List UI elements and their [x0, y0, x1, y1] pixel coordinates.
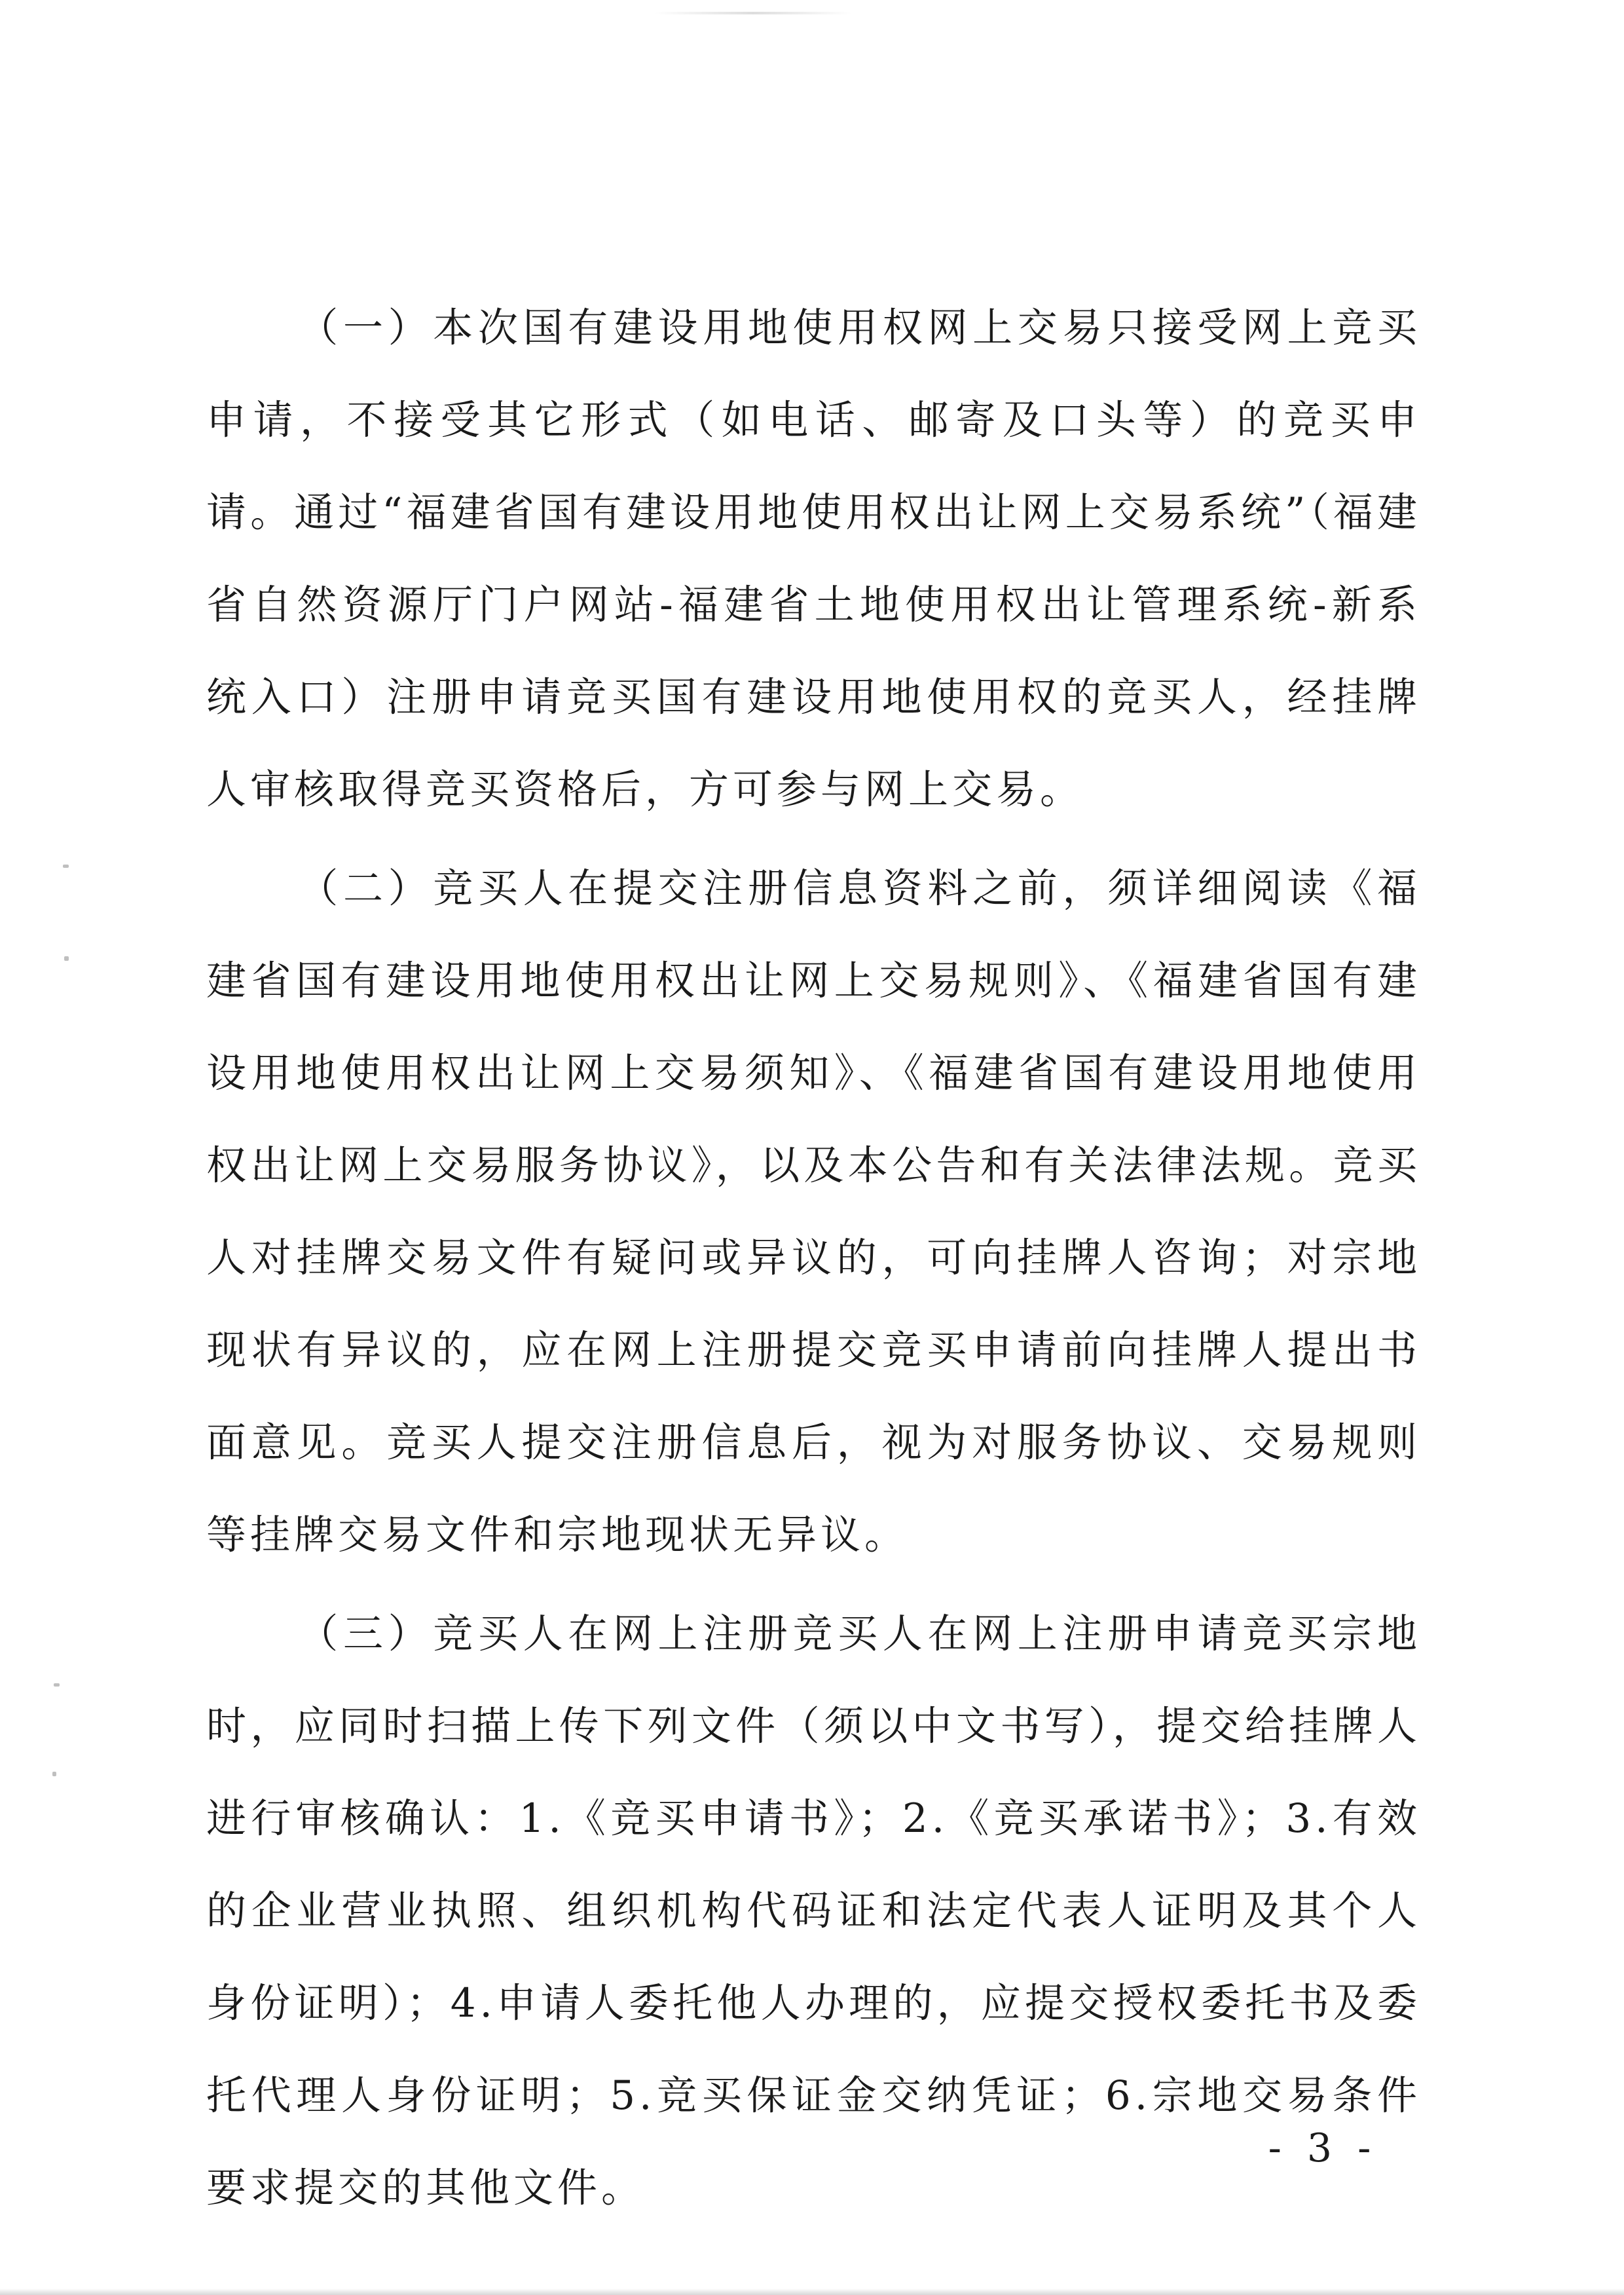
scan-artifact-bottom	[0, 2288, 1624, 2295]
document-body	[206, 282, 1421, 2241]
scan-mark	[54, 1683, 60, 1687]
scan-artifact-top	[655, 12, 851, 14]
scan-mark	[63, 865, 69, 868]
scan-mark	[52, 1772, 56, 1776]
paragraph-3: （三）竞买人在网上注册竞买人在网上注册申请竞买宗地时，应同时扫描上传下列文件（须以中文书写），提交给挂牌人进行审核确认：1.《竞买申请书》；2.《竞买承诺书》；3.有效的企业营业执照、组织机构代码证和法定代表人证明及其个人身份证明）；4.申请人委托他人办理的，应提交授权委托书及委托代理人身份证明；5.竞买保证金交纳凭证；6.宗地交易条件要求提交的其他文件。	[206, 1611, 1421, 2211]
scan-mark	[64, 956, 69, 961]
paragraph-2: （二）竞买人在提交注册信息资料之前，须详细阅读《福建省国有建设用地使用权出让网上交易规则》、《福建省国有建设用地使用权出让网上交易须知》、《福建省国有建设用地使用权出让网上交易服务协议》，以及本公告和有关法律法规。竞买人对挂牌交易文件有疑问或异议的，可向挂牌人咨询；对宗地现状有异议的，应在网上注册提交竞买申请前向挂牌人提出书面意见。竞买人提交注册信息后，视为对服务协议、交易规则等挂牌交易文件和宗地现状无异议。	[206, 865, 1421, 1558]
page-number: - 3 -	[1268, 2125, 1378, 2171]
paragraph-1: （一）本次国有建设用地使用权网上交易只接受网上竞买申请，不接受其它形式（如电话、邮寄及口头等）的竞买申请。通过“福建省国有建设用地使用权出让网上交易系统”（福建省自然资源厅门户网站-福建省土地使用权出让管理系统-新系统入口）注册申请竞买国有建设用地使用权的竞买人，经挂牌人审核取得竞买资格后，方可参与网上交易。	[206, 305, 1421, 813]
